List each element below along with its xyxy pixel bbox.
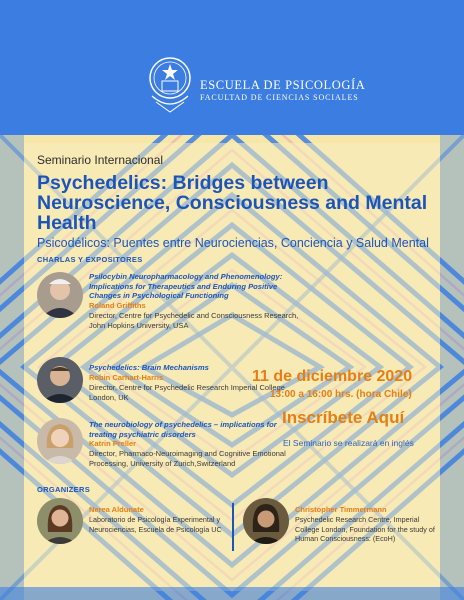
speaker-affiliation: Director, Centre for Psychedelic and Consciousness Research, John Hopkins University, USA — [89, 310, 299, 330]
organizer-photo — [243, 498, 289, 544]
event-date: 11 de diciembre 2020 — [252, 368, 413, 385]
organizer-name: Christopher Timmermann — [295, 505, 387, 514]
organizer-affiliation: Psychedelic Research Centre, Imperial College London, Foundation for the study of Human Consciousness: (EcoH) — [295, 515, 435, 543]
school-name-block — [200, 78, 365, 104]
register-link[interactable]: Inscríbete Aquí — [282, 408, 405, 427]
speaker-block — [89, 272, 299, 331]
speaker-name: Katrin Preller — [89, 439, 137, 448]
header-bar — [0, 0, 464, 135]
talk-title: The neurobiology of psychedelics – implications for treating psychiatric disorders — [89, 420, 277, 439]
speaker-photo — [37, 418, 83, 464]
speaker-affiliation: Director, Pharmaco-Neuroimaging and Cognitive Emotional Processing, University of Zurich,Switzerland — [89, 449, 286, 468]
university-crest-icon — [148, 56, 192, 114]
speaker-block — [89, 420, 289, 469]
event-time: 13:00 a 16:00 hrs. (hora Chile) — [270, 389, 412, 400]
talk-title: Psychedelics: Brain Mechanisms — [89, 363, 209, 372]
speaker-name: Roland Griffiths — [89, 300, 146, 310]
talk-title: Psilocybin Neuropharmacology and Phenomenology: Implications for Therapeutics and Enduring Positive Changes in Psychological Functioning — [89, 272, 283, 300]
organizer-photo — [37, 498, 83, 544]
school-name: ESCUELA DE PSICOLOGÍA — [200, 78, 366, 92]
language-note: El Seminario se realizará en inglés — [283, 438, 414, 448]
event-title: Psychedelics: Bridges between Neuroscience, Consciousness and Mental Health — [37, 172, 428, 234]
speaker-name: Robin Carhart-Harris — [89, 372, 164, 382]
organizer-block — [89, 505, 229, 534]
speaker-affiliation: Director, Centre for Psychedelic Research Imperial College London, UK — [89, 382, 285, 402]
organizer-block — [295, 505, 445, 544]
faculty-name: FACULTAD DE CIENCIAS SOCIALES — [200, 93, 359, 102]
event-subtitle: Psicodélicos: Puentes entre Neurociencias, Conciencia y Salud Mental — [37, 236, 429, 250]
organizers-section-label: ORGANIZERS — [37, 485, 91, 494]
speakers-section-label: CHARLAS Y EXPOSITORES — [37, 255, 143, 264]
speaker-photo — [37, 272, 83, 318]
speaker-photo — [37, 357, 83, 403]
seminar-kicker: Seminario Internacional — [37, 153, 164, 167]
poster — [0, 135, 464, 600]
organizer-affiliation: Laboratorio de Psicología Experimental y Neurociencias, Escuela de Psicología UC — [89, 515, 222, 534]
organizer-name: Nerea Aldunate — [89, 505, 144, 514]
poster-content — [0, 135, 464, 600]
organizer-divider — [232, 503, 234, 551]
